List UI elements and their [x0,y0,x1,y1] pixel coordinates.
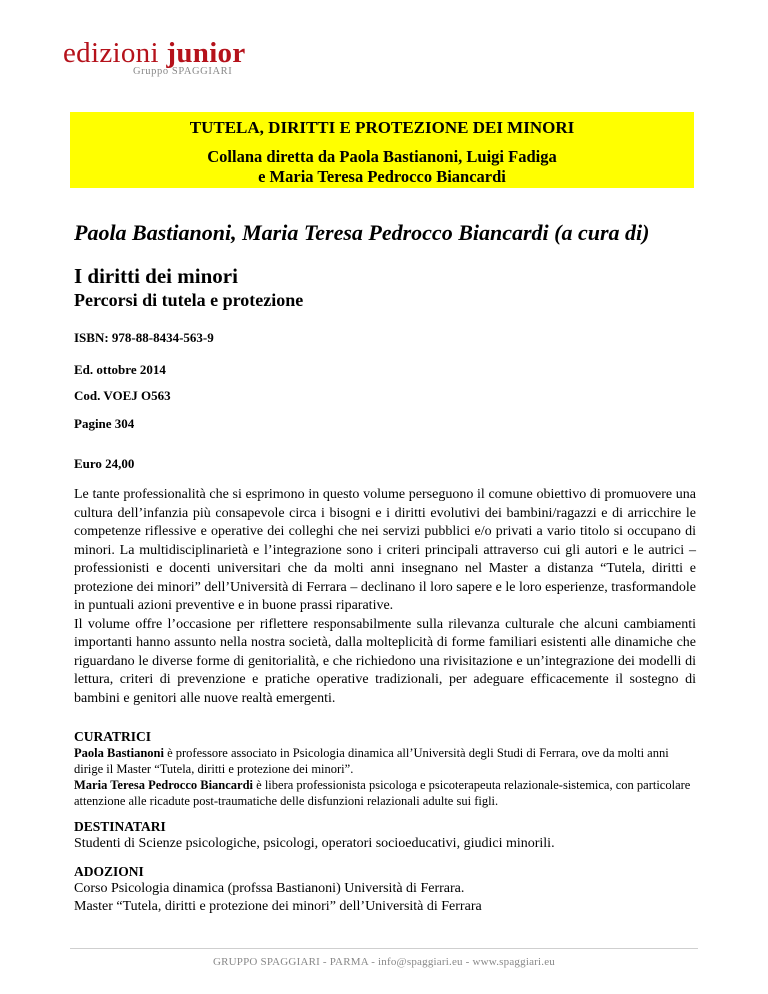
series-directors [70,147,694,187]
book-description [74,486,696,708]
series-title: TUTELA, DIRITTI E PROTEZIONE DEI MINORI [189,118,575,137]
description-paragraph-2: Il volume offre l’occasione per riflettere responsabilmente sulla rilevanza culturale che alcuni cambiamenti importanti hanno assunto nella nostra società, dalla molteplicità di forme familiari esistenti alle dinamiche che riguardano le diverse forme di genitorialità, e che richiedono una rivisitazione e un’integrazione dei modelli di lettura, criteri di prevenzione e pratiche operative tradizionali, per adeguare efficacemente il sostegno di bambini e genitori alle nuove realtà emergenti. [74,616,696,706]
logo-light: edizioni [63,37,167,69]
series-directors-line2: e Maria Teresa Pedrocco Biancardi [258,167,506,186]
publisher-logo [63,37,246,77]
logo-subtitle: Gruppo SPAGGIARI [133,66,233,77]
footer-contacts: GRUPPO SPAGGIARI - PARMA - info@spaggiari.eu - www.spaggiari.eu [212,956,556,968]
page-count: Pagine 304 [74,416,135,431]
destinatari-text: Studenti di Scienze psicologiche, psicologi, operatori socioeducativi, giudici minorili. [74,836,555,851]
isbn: ISBN: 978-88-8434-563-9 [74,330,214,345]
book-subtitle: Percorsi di tutela e protezione [74,290,304,310]
destinatari-section [74,818,696,853]
adozioni-section [74,863,696,916]
adozioni-line-1: Corso Psicologia dinamica (profssa Bastianoni) Università di Ferrara. [74,881,465,896]
footer-divider [70,948,698,949]
curatrice-2-name: Maria Teresa Pedrocco Biancardi [74,778,254,792]
edition: Ed. ottobre 2014 [74,362,166,377]
curatrice-1-name: Paola Bastianoni [74,746,164,760]
book-title: I diritti dei minori [74,264,238,288]
curatrici-section [74,728,696,809]
curatrice-2 [74,777,696,809]
curatrice-2-bio: è libera professionista psicologa e psicoterapeuta relazionale-sistemica, con particolare attenzione alle ricadute post-traumatiche delle disfunzioni relazionali adulte sui figli. [74,778,691,808]
adozioni-line-2: Master “Tutela, diritti e protezione dei minori” dell’Università di Ferrara [74,899,482,914]
series-directors-line1: Collana diretta da Paola Bastianoni, Luigi Fadiga [207,147,557,166]
logo-wordmark [63,38,246,68]
curatrici-heading: CURATRICI [74,729,152,744]
description-paragraph-1: Le tante professionalità che si esprimono in questo volume perseguono il comune obiettivo di promuovere una cultura dell’infanzia più consapevole circa i bisogni e i diritti evolutivi dei bambini/ragazzi e di arricchire le competenze riflessive e operative dei colleghi che nei servizi pubblici e/o privati a vario titolo si occupano di minori. La multidisciplinarietà e l’integrazione sono i criteri principali attraverso cui gli autori e le autrici – professionisti e docenti universitari che da molti anni insegnano nel Master a distanza “Tutela, diritti e protezione dei minori” dell’Università di Ferrara – declinano il loro sapere e le loro esperienze, trasformandole in puntuali azioni preventive e in buone prassi riparative. [74,487,696,613]
curatrice-1-bio: è professore associato in Psicologia dinamica all’Università degli Studi di Ferrara, ove da molti anni dirige il Master “Tutela, diritti e protezione dei minori”. [74,746,669,776]
curatrice-1 [74,745,696,777]
adozioni-heading: ADOZIONI [74,864,144,879]
product-code: Cod. VOEJ O563 [74,388,171,403]
price: Euro 24,00 [74,456,135,471]
book-authors: Paola Bastianoni, Maria Teresa Pedrocco Biancardi (a cura di) [74,220,650,245]
destinatari-heading: DESTINATARI [74,819,166,834]
logo-bold: junior [166,37,246,69]
series-banner [70,112,694,188]
